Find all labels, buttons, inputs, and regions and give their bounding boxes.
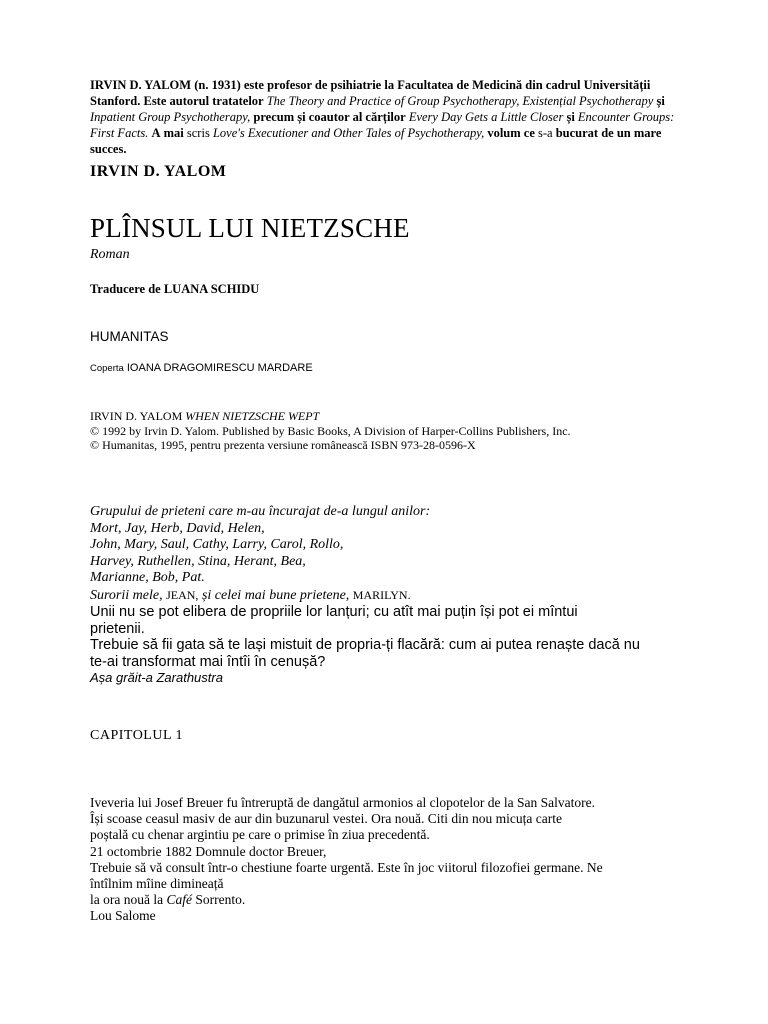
dedication-text: Surorii mele,: [90, 587, 163, 603]
copyright-block: [90, 409, 690, 453]
bio-book-title: The Theory and Practice of Group Psychotherapy, Existențial Psychotherapy: [266, 94, 654, 108]
bio-text: și: [566, 110, 575, 124]
body-line: întîlnim mîine dimineață: [90, 876, 224, 892]
cover-credit-name: IOANA DRAGOMIRESCU MARDARE: [126, 362, 313, 374]
body-line: Trebuie să vă consult într-o chestiune foarte urgentă. Este în joc viitorul filozofiei germane. Ne: [90, 859, 603, 875]
dedication: [90, 504, 690, 604]
epigraph-line: Trebuie să fii gata să te lași mistuit de propria-ți flacără: cum ai putea renaște dacă nu: [90, 637, 640, 653]
cover-credit: [90, 362, 313, 374]
book-title: PLÎNSUL LUI NIETZSCHE: [90, 213, 410, 243]
bio-book-title: Love's Executioner and Other Tales of Psychotherapy,: [212, 126, 485, 140]
bio-text: IRVIN D. YALOM (n. 1931) este profesor de psihiatrie la Facultatea de Medicină din cadrul Universității Stanford. Este autorul tratatelor: [90, 78, 651, 108]
bio-text: precum și coautor al cărților: [253, 110, 406, 124]
bio-book-title: Encounter Groups: First Facts.: [90, 110, 675, 140]
author-name: IRVIN D. YALOM: [90, 163, 227, 180]
body-line: poștală cu chenar argintiu pe care o primise în ziua precedentă.: [90, 827, 430, 843]
original-author: IRVIN D. YALOM: [90, 409, 183, 423]
body-line: 21 octombrie 1882 Domnule doctor Breuer,: [90, 843, 327, 859]
dedication-name: MARILYN.: [352, 587, 411, 602]
dedication-name: JEAN,: [166, 587, 199, 602]
bio-text: s-a: [538, 126, 553, 140]
copyright-line: © 1992 by Irvin D. Yalom. Published by Basic Books, A Division of Harper-Collins Publishers, Inc.: [90, 423, 571, 438]
dedication-line: [90, 587, 690, 605]
body-text-italic: Café: [166, 892, 192, 908]
bio-text: mai: [163, 126, 184, 140]
bio-text: A: [151, 126, 161, 140]
body-line: [90, 892, 680, 908]
dedication-line: Harvey, Ruthellen, Stina, Herant, Bea,: [90, 553, 306, 569]
bio-text: scris: [186, 126, 210, 140]
epigraph: [90, 604, 665, 687]
copyright-line: [90, 409, 690, 424]
cover-credit-label: Coperta: [90, 363, 124, 374]
letter-signature: Lou Salome: [90, 908, 156, 924]
epigraph-line: te-ai transformat mai întîi în cenușă?: [90, 653, 326, 670]
body-text: la ora nouă la: [90, 892, 164, 908]
chapter-body: [90, 795, 680, 925]
dedication-line: John, Mary, Saul, Cathy, Larry, Carol, Rollo,: [90, 537, 344, 552]
epigraph-line: prietenii.: [90, 620, 145, 637]
bio-text: ce: [523, 126, 535, 140]
translator-credit: Traducere de LUANA SCHIDU: [90, 282, 260, 296]
epigraph-attribution: Așa grăit-a Zarathustra: [90, 670, 223, 685]
bio-text: și: [656, 94, 665, 108]
publisher-name: HUMANITAS: [90, 329, 169, 344]
body-line: Își scoase ceasul masiv de aur din buzunarul vestei. Ora nouă. Citi din nou micuța carte: [90, 811, 562, 827]
bio-text: bucurat de un mare succes.: [90, 126, 662, 156]
book-subtitle: Roman: [90, 247, 130, 262]
copyright-line: © Humanitas, 1995, pentru prezenta versiune românească ISBN 973-28-0596-X: [90, 438, 476, 452]
bio-text: volum: [487, 126, 521, 140]
body-line: Iveveria lui Josef Breuer fu întreruptă de dangătul armonios al clopotelor de la San Salvatore.: [90, 795, 595, 810]
bio-book-title: Every Day Gets a Little Closer: [408, 110, 564, 124]
body-text: Sorrento.: [195, 892, 246, 908]
author-bio: [90, 77, 680, 157]
dedication-text: și celei mai bune prietene,: [201, 587, 350, 603]
dedication-line: Mort, Jay, Herb, David, Helen,: [90, 520, 265, 536]
dedication-line: Grupului de prieteni care m-au încurajat de-a lungul anilor:: [90, 504, 431, 519]
original-title: WHEN NIETZSCHE WEPT: [185, 409, 320, 423]
epigraph-line: Unii nu se pot elibera de propriile lor lanțuri; cu atît mai puțin își pot ei mîntui: [90, 604, 578, 620]
chapter-heading: CAPITOLUL 1: [90, 728, 183, 743]
bio-book-title: Inpatient Group Psychotherapy,: [90, 110, 251, 124]
dedication-line: Marianne, Bob, Pat.: [90, 570, 205, 585]
